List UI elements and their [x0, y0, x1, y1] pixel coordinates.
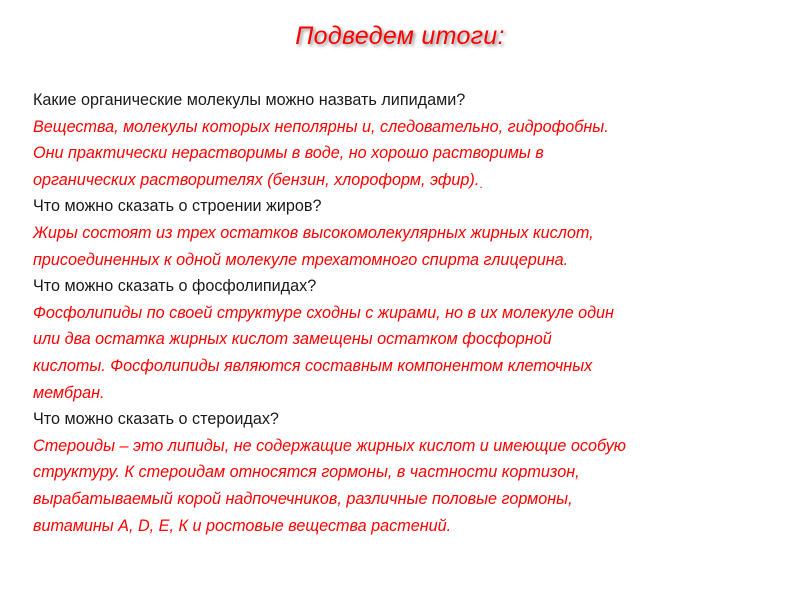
question-fats: Что можно сказать о строении жиров? — [33, 197, 322, 216]
answer-fats-line-1: Жиры состоят из трех остатков высокомолекулярных жирных кислот, — [33, 223, 594, 242]
answer-phospholipids-line-2: или два остатка жирных кислот замещены остатком фосфорной — [33, 330, 552, 349]
slide-content — [33, 87, 783, 539]
answer-steroids-line-2: структуру. К стероидам относятся гормоны, в частности кортизон, — [33, 463, 580, 482]
question-lipids: Какие органические молекулы можно назвать липидами? — [33, 91, 466, 109]
answer-lipids-line-2: Они практически нерастворимы в воде, но хорошо растворимы в — [33, 144, 544, 163]
answer-steroids-line-1: Стероиды – это липиды, не содержащие жирных кислот и имеющие особую — [33, 436, 626, 455]
answer-phospholipids-line-3: кислоты. Фосфолипиды являются составным компонентом клеточных — [33, 356, 593, 375]
answer-steroids-line-4: витамины А, D, Е, К и ростовые вещества растений. — [33, 516, 452, 535]
answer-lipids-line-3-wrapper — [33, 167, 783, 194]
answer-fats-line-2: присоединенных к одной молекуле трехатомного спирта глицерина. — [33, 250, 569, 269]
answer-lipids-line-1: Вещества, молекулы которых неполярны и, следовательно, гидрофобны. — [33, 117, 609, 136]
question-phospholipids: Что можно сказать о фосфолипидах? — [33, 277, 317, 296]
question-steroids: Что можно сказать о стероидах? — [33, 410, 279, 429]
slide-title: Подведем итоги: — [295, 22, 505, 50]
answer-phospholipids-line-1: Фосфолипиды по своей структуре сходны с жирами, но в их молекуле один — [33, 303, 614, 322]
stray-dot: . — [479, 176, 483, 191]
answer-phospholipids-line-4: мембран. — [33, 383, 105, 402]
answer-lipids-line-3: органических растворителях (бензин, хлороформ, эфир). — [33, 170, 480, 189]
answer-steroids-line-3: вырабатываемый корой надпочечников, различные половые гормоны, — [33, 489, 573, 508]
